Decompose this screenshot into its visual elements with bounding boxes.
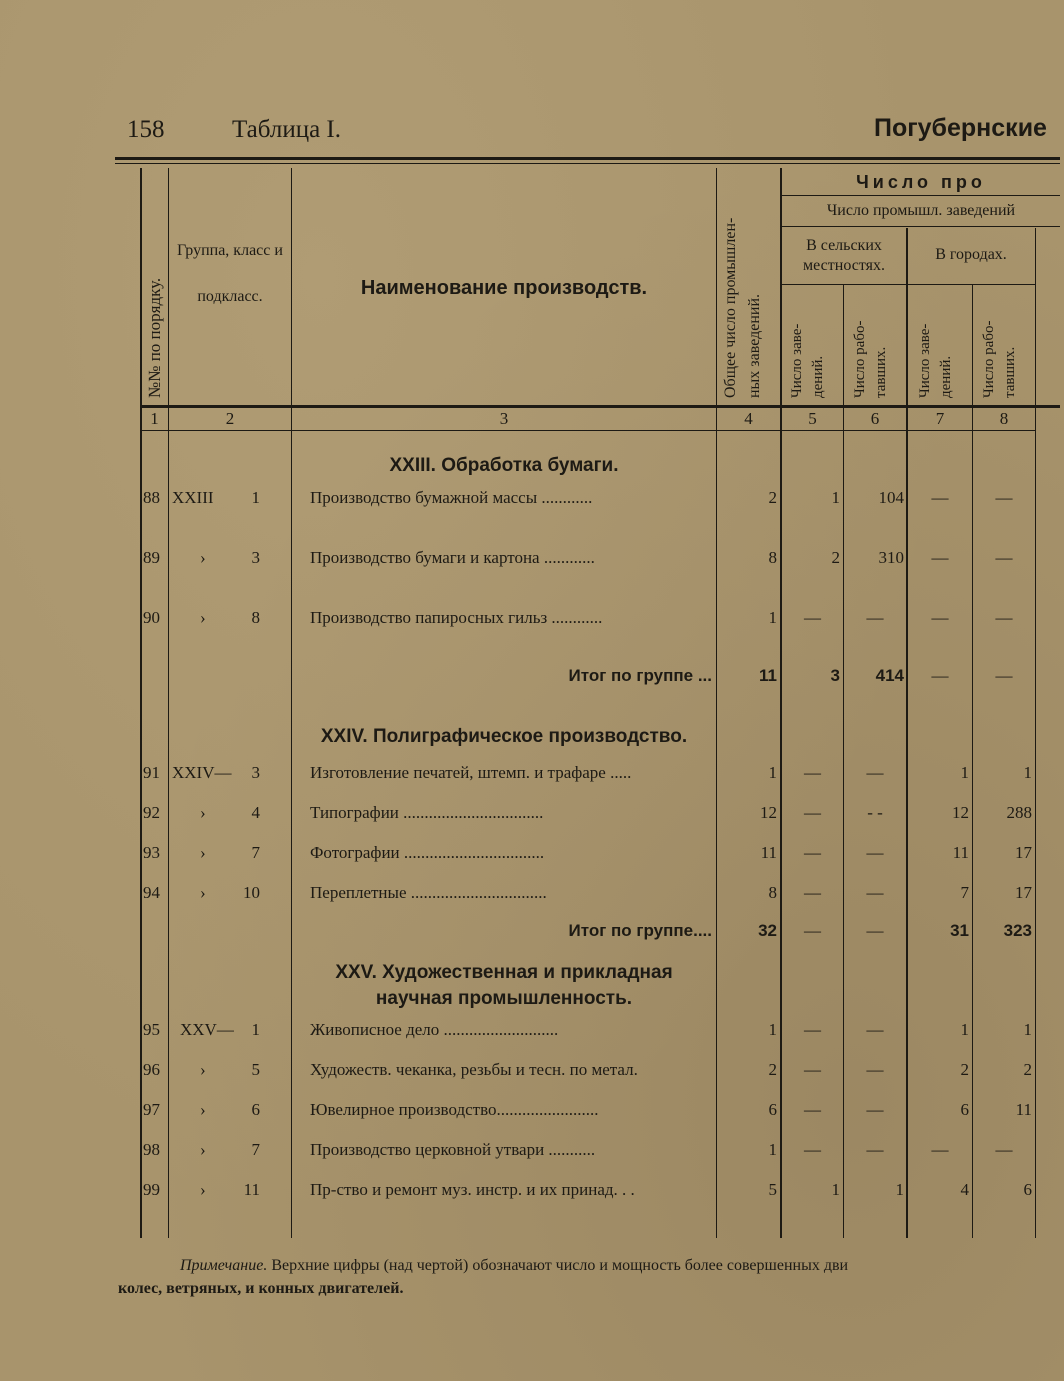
group-total-urban-est: 31 bbox=[950, 921, 969, 940]
row-rural-est: — bbox=[804, 608, 821, 627]
col-number: 2 bbox=[225, 409, 235, 428]
col-header-urban-work-1: Число рабо- bbox=[981, 320, 997, 398]
row-name: Переплетные ................................ bbox=[310, 883, 547, 902]
row-urban-est: 12 bbox=[952, 803, 969, 822]
row-name: Фотографии ................................. bbox=[310, 843, 545, 862]
col-header-group: Группа, класс и подкласс. bbox=[177, 242, 283, 306]
hdr-line-a bbox=[781, 195, 1060, 196]
row-urban-work: — bbox=[995, 488, 1013, 507]
row-name: Живописное дело ........................... bbox=[310, 1020, 559, 1039]
footnote-text: Верхние цифры (над чертой) обозначают число и мощность более совершенных дви bbox=[271, 1257, 849, 1274]
row-total: 1 bbox=[768, 1020, 777, 1039]
row-subclass: 10 bbox=[243, 883, 260, 902]
row-name: Ювелирное производство........................ bbox=[310, 1100, 599, 1119]
row-rural-est: — bbox=[804, 763, 821, 782]
row-rural-work: — bbox=[866, 763, 884, 782]
group-total-rural-est: — bbox=[804, 921, 821, 940]
col-number: 1 bbox=[150, 409, 159, 428]
row-name: Производство папиросных гильз ............ bbox=[310, 608, 603, 627]
row-urban-est: 2 bbox=[960, 1060, 969, 1079]
col-header-rural-est-2: дений. bbox=[810, 355, 826, 398]
row-name: Производство бумажной массы ............ bbox=[310, 488, 593, 507]
group-total-rural-work: 414 bbox=[875, 666, 904, 685]
row-group: XXIV— bbox=[172, 763, 232, 782]
group-title-line2: научная промышленность. bbox=[375, 987, 633, 1009]
row-number: 97 bbox=[143, 1100, 160, 1119]
col-header-span-top: Число про bbox=[856, 172, 986, 192]
row-urban-work: 1 bbox=[1023, 763, 1032, 782]
row-rural-work: — bbox=[866, 608, 884, 627]
row-subclass: 4 bbox=[251, 803, 260, 822]
row-urban-est: — bbox=[931, 1140, 949, 1159]
col-header-total-1: Общее число промышлен- bbox=[722, 217, 739, 398]
col-header-number: №№ по порядку. bbox=[145, 277, 164, 398]
col-header-name: Наименование производств. bbox=[360, 277, 648, 299]
row-urban-work: 2 bbox=[1023, 1060, 1032, 1079]
group-total-label: Итог по группе.... bbox=[568, 921, 712, 940]
group-total-label: Итог по группе ... bbox=[568, 666, 712, 685]
group-total-rural-work: — bbox=[866, 921, 884, 940]
row-name: Пр-ство и ремонт муз. инстр. и их принад. . . bbox=[310, 1180, 635, 1199]
row-urban-est: 7 bbox=[960, 883, 969, 902]
row-number: 91 bbox=[143, 763, 160, 782]
row-rural-work: — bbox=[866, 1140, 884, 1159]
row-urban-work: 1 bbox=[1023, 1020, 1032, 1039]
row-urban-est: 1 bbox=[960, 1020, 969, 1039]
row-name: Производство церковной утвари ........... bbox=[310, 1140, 596, 1159]
footnote-line2: колес, ветряных, и конных двигателей. bbox=[118, 1280, 404, 1297]
top-rule bbox=[115, 157, 1060, 160]
row-number: 92 bbox=[143, 803, 160, 822]
row-rural-work: 310 bbox=[878, 548, 904, 567]
row-urban-est: 6 bbox=[960, 1100, 969, 1119]
col-header-urban: В городах. bbox=[935, 246, 1007, 263]
row-subclass: 1 bbox=[251, 1020, 260, 1039]
group-total: 11 bbox=[759, 666, 777, 685]
col-header-rural-work-1: Число рабо- bbox=[852, 320, 868, 398]
row-number: 88 bbox=[143, 488, 160, 507]
row-total: 8 bbox=[768, 883, 777, 902]
row-rural-work: 1 bbox=[895, 1180, 904, 1199]
row-urban-work: 11 bbox=[1015, 1100, 1032, 1119]
row-group: › bbox=[200, 1180, 206, 1199]
row-group: › bbox=[200, 1060, 206, 1079]
row-number: 90 bbox=[143, 608, 160, 627]
row-rural-work: — bbox=[866, 1100, 884, 1119]
col-number: 6 bbox=[870, 409, 880, 428]
row-urban-est: — bbox=[931, 488, 949, 507]
row-rural-work: — bbox=[866, 883, 884, 902]
row-name: Типографии ................................. bbox=[310, 803, 544, 822]
col-number: 7 bbox=[935, 409, 945, 428]
row-urban-est: — bbox=[931, 608, 949, 627]
group-title: XXIV. Полиграфическое производство. bbox=[320, 726, 688, 747]
col-number: 5 bbox=[808, 409, 817, 428]
row-total: 6 bbox=[768, 1100, 777, 1119]
row-total: 8 bbox=[768, 548, 777, 567]
row-number: 93 bbox=[143, 843, 160, 862]
row-rural-work: 104 bbox=[878, 488, 904, 507]
row-urban-est: 4 bbox=[960, 1180, 969, 1199]
row-total: 2 bbox=[768, 488, 777, 507]
row-group: › bbox=[200, 883, 206, 902]
row-group: XXIII bbox=[172, 488, 214, 507]
col-number: 4 bbox=[744, 409, 753, 428]
row-subclass: 8 bbox=[251, 608, 260, 627]
row-subclass: 6 bbox=[251, 1100, 260, 1119]
hdr-line-c bbox=[781, 284, 1036, 285]
row-urban-work: 6 bbox=[1023, 1180, 1032, 1199]
col-header-rural-work-2: тавших. bbox=[873, 346, 889, 398]
page-number: 158 bbox=[127, 116, 165, 143]
col-header-rural: В сельских местностях. bbox=[803, 237, 885, 274]
row-number: 95 bbox=[143, 1020, 160, 1039]
footnote-line1 bbox=[180, 1257, 848, 1275]
row-total: 11 bbox=[760, 843, 777, 862]
row-urban-est: 11 bbox=[952, 843, 969, 862]
row-name: Производство бумаги и картона ............ bbox=[310, 548, 595, 567]
row-group: › bbox=[200, 843, 206, 862]
col-number: 3 bbox=[499, 409, 509, 428]
row-rural-est: — bbox=[804, 843, 821, 862]
group-total-urban-work: — bbox=[995, 666, 1013, 685]
col-header-rural-est-1: Число заве- bbox=[789, 323, 805, 398]
row-rural-est: — bbox=[804, 803, 821, 822]
row-urban-work: — bbox=[995, 608, 1013, 627]
row-rural-est: — bbox=[804, 1020, 821, 1039]
col-header-urban-est-2: дений. bbox=[938, 355, 954, 398]
row-subclass: 5 bbox=[251, 1060, 260, 1079]
row-subclass: 11 bbox=[243, 1180, 260, 1199]
row-rural-est: — bbox=[804, 1100, 821, 1119]
header-bottom-rule bbox=[140, 405, 1060, 408]
row-rural-work: — bbox=[866, 1020, 884, 1039]
row-rural-est: — bbox=[804, 1140, 821, 1159]
table-label: Таблица I. bbox=[232, 116, 341, 143]
hdr-line-b bbox=[781, 226, 1060, 227]
row-total: 5 bbox=[768, 1180, 777, 1199]
col-line-8 bbox=[1035, 228, 1036, 1238]
row-group: › bbox=[200, 608, 206, 627]
row-urban-work: 288 bbox=[1006, 803, 1032, 822]
row-urban-work: 17 bbox=[1015, 883, 1032, 902]
group-title bbox=[292, 960, 716, 1011]
row-subclass: 7 bbox=[251, 843, 260, 862]
group-title-line1: XXV. Художественная и прикладная bbox=[335, 962, 673, 983]
row-total: 2 bbox=[768, 1060, 777, 1079]
row-subclass: 1 bbox=[251, 488, 260, 507]
row-total: 1 bbox=[768, 608, 777, 627]
row-subclass: 3 bbox=[251, 548, 260, 567]
col-line-0 bbox=[140, 168, 142, 1238]
col-number: 8 bbox=[999, 409, 1009, 428]
row-number: 99 bbox=[143, 1180, 160, 1199]
col-header-total-2: ных заведений. bbox=[746, 293, 763, 398]
row-urban-work: — bbox=[995, 1140, 1013, 1159]
col-line-1 bbox=[168, 168, 169, 1238]
group-total-urban-work: 323 bbox=[1003, 921, 1032, 940]
row-rural-work: - - bbox=[867, 803, 883, 822]
group-title: XXIII. Обработка бумаги. bbox=[389, 455, 619, 476]
footnote-label: Примечание. bbox=[180, 1257, 268, 1274]
row-subclass: 3 bbox=[251, 763, 260, 782]
row-urban-est: — bbox=[931, 548, 949, 567]
row-number: 96 bbox=[143, 1060, 160, 1079]
row-number: 94 bbox=[143, 883, 160, 902]
group-total-rural-est: 3 bbox=[830, 666, 840, 685]
row-group: XXV— bbox=[180, 1020, 234, 1039]
top-rule-thin bbox=[115, 163, 1060, 164]
row-rural-est: 1 bbox=[831, 488, 840, 507]
row-name: Художеств. чеканка, резьбы и тесн. по метал. bbox=[310, 1060, 638, 1079]
row-name: Изготовление печатей, штемп. и трафаре ..... bbox=[310, 763, 632, 782]
row-rural-work: — bbox=[866, 1060, 884, 1079]
row-group: › bbox=[200, 548, 206, 567]
row-urban-work: 17 bbox=[1015, 843, 1032, 862]
row-group: › bbox=[200, 1100, 206, 1119]
col-header-urban-est-1: Число заве- bbox=[917, 323, 933, 398]
row-number: 98 bbox=[143, 1140, 160, 1159]
row-group: › bbox=[200, 803, 206, 822]
group-total: 32 bbox=[758, 921, 777, 940]
col-header-span-sub: Число промышл. заведений bbox=[826, 202, 1016, 219]
row-urban-est: 1 bbox=[960, 763, 969, 782]
row-group: › bbox=[200, 1140, 206, 1159]
row-subclass: 7 bbox=[251, 1140, 260, 1159]
col-header-urban-work-2: тавших. bbox=[1002, 346, 1018, 398]
row-rural-est: 2 bbox=[831, 548, 840, 567]
numbers-bottom-rule bbox=[140, 430, 1036, 431]
section-title: Погубернские bbox=[874, 114, 1047, 142]
row-total: 1 bbox=[768, 763, 777, 782]
row-rural-est: — bbox=[804, 1060, 821, 1079]
row-rural-est: 1 bbox=[831, 1180, 840, 1199]
col-line-2 bbox=[291, 168, 292, 1238]
row-urban-work: — bbox=[995, 548, 1013, 567]
row-rural-work: — bbox=[866, 843, 884, 862]
row-total: 1 bbox=[768, 1140, 777, 1159]
row-number: 89 bbox=[143, 548, 160, 567]
row-total: 12 bbox=[760, 803, 777, 822]
col-line-6 bbox=[906, 228, 908, 1238]
row-rural-est: — bbox=[804, 883, 821, 902]
group-total-urban-est: — bbox=[931, 666, 949, 685]
